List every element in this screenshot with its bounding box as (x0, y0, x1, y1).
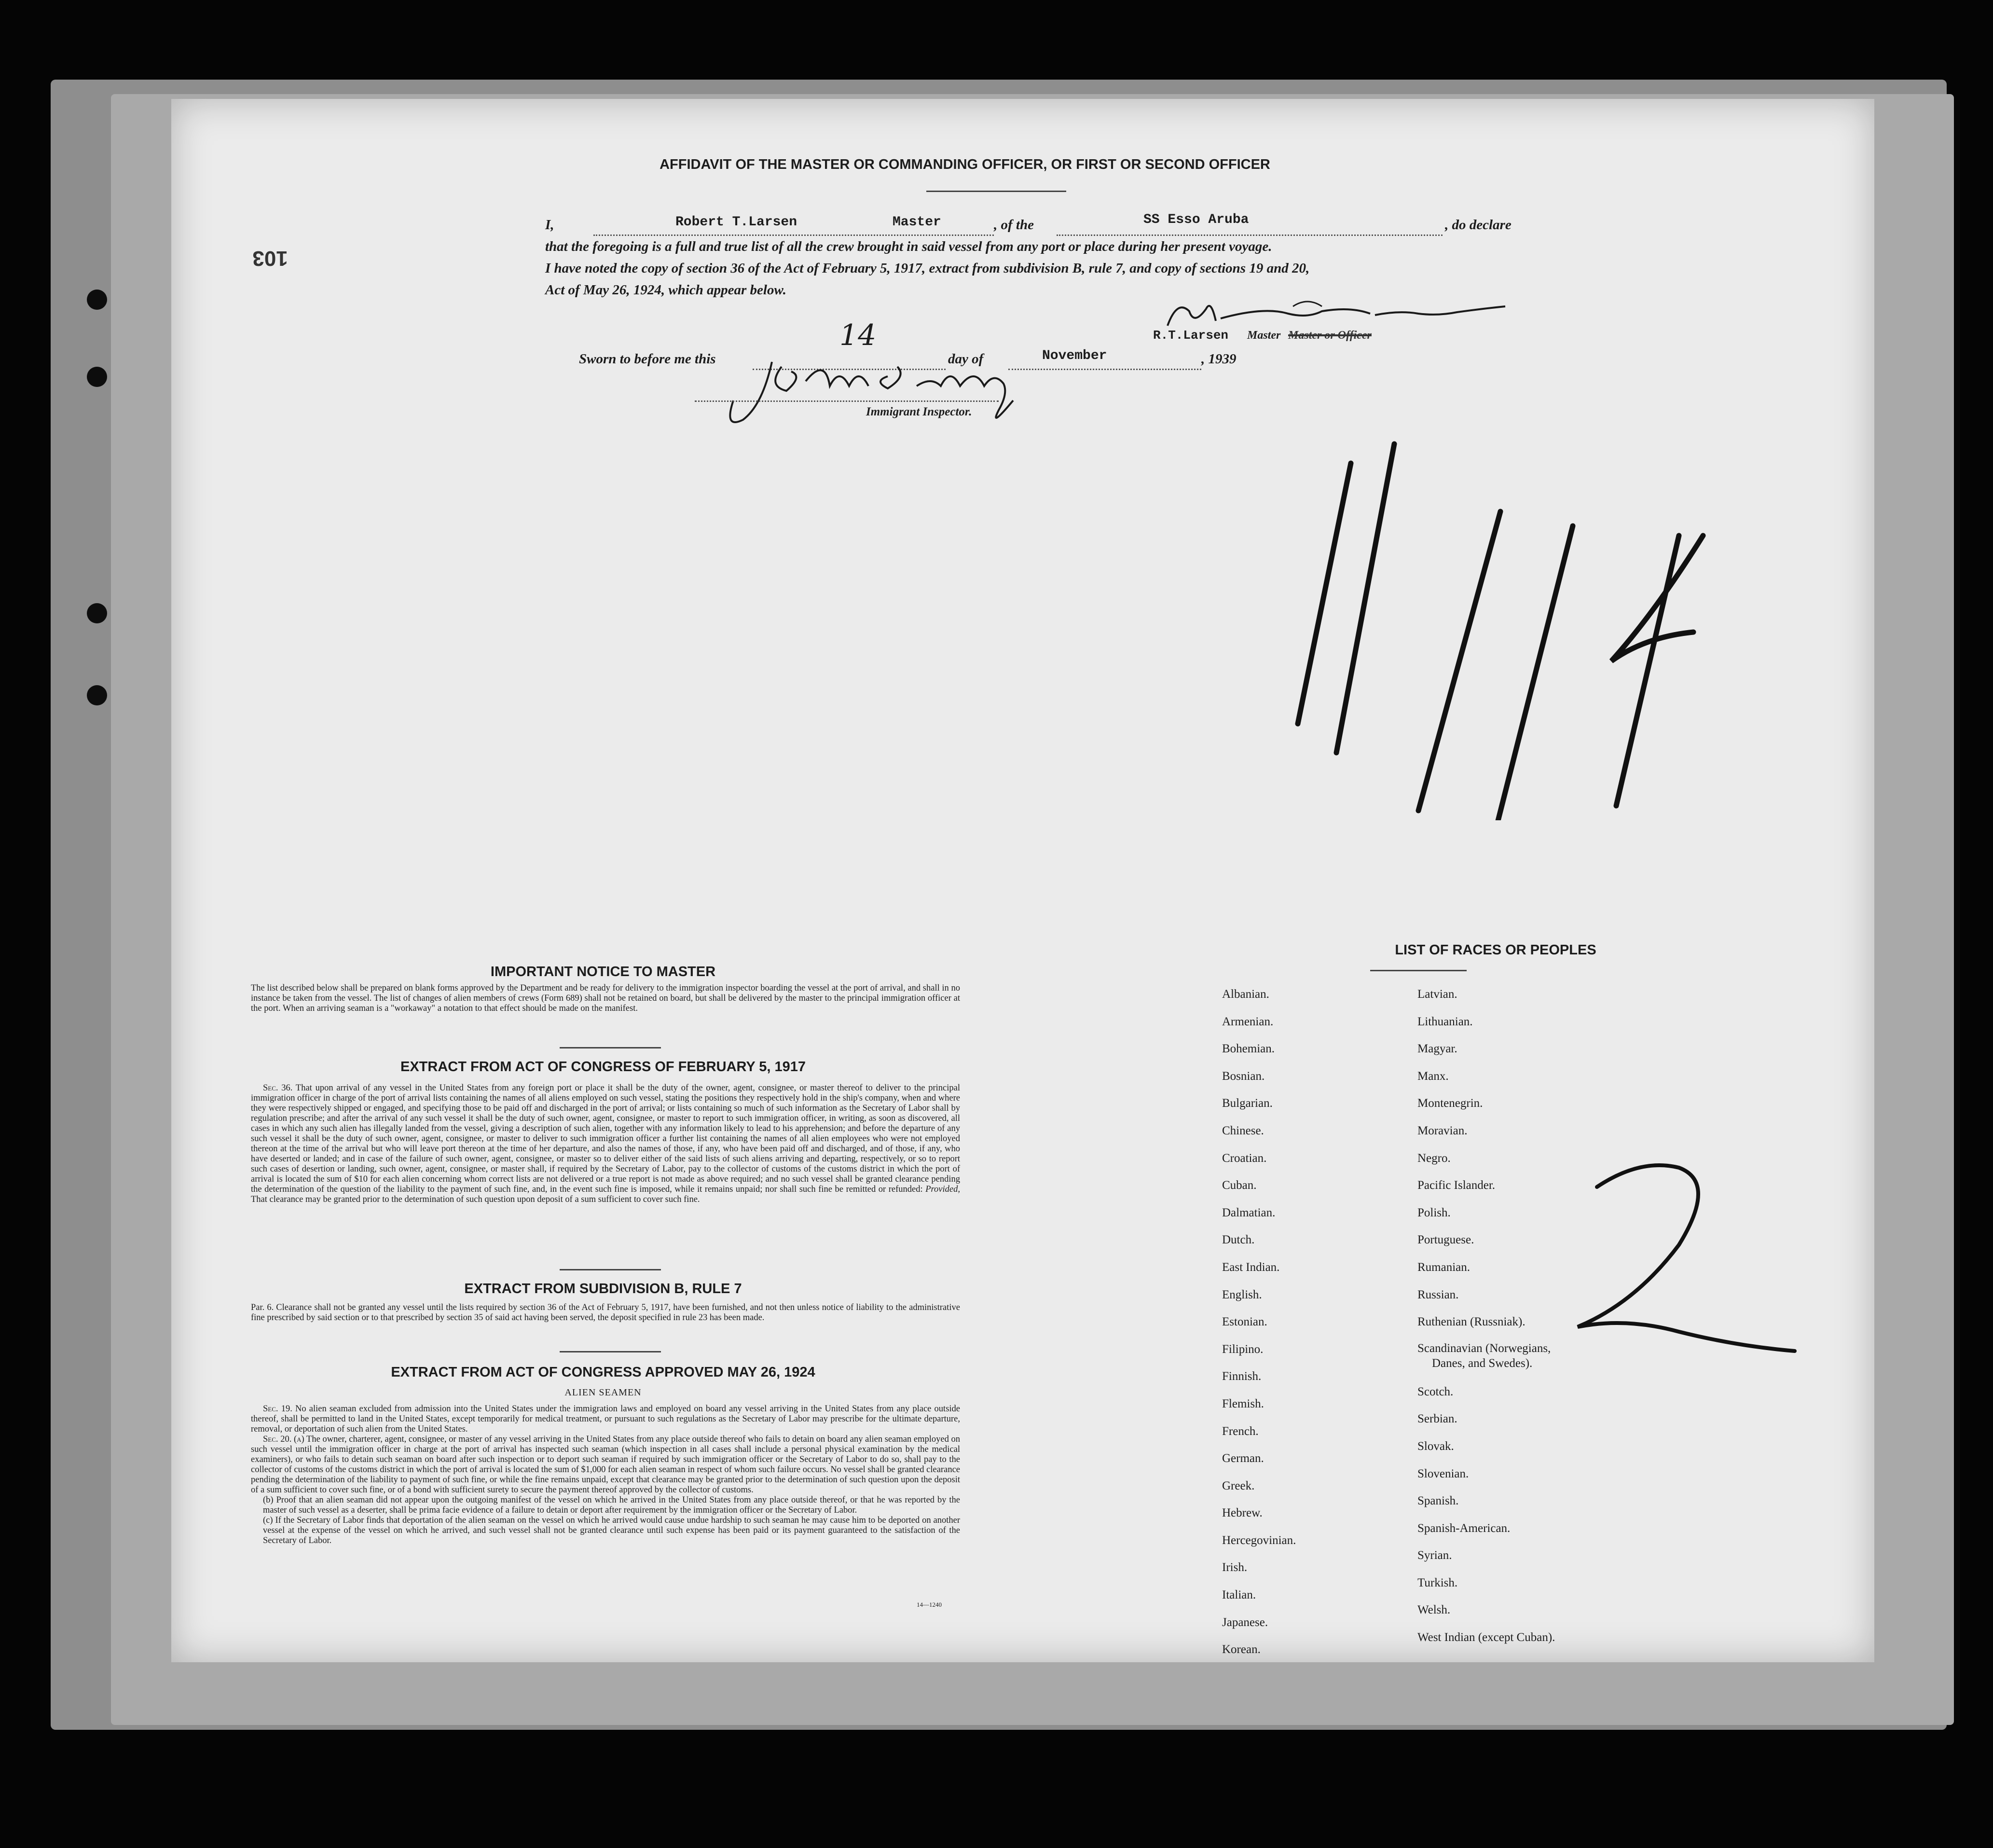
race-item: Montenegrin. (1417, 1097, 1483, 1110)
sec20-label: Sec. 20. (a) (263, 1434, 304, 1444)
race-item: Latvian. (1417, 988, 1457, 1001)
races-title: LIST OF RACES OR PEOPLES (1395, 942, 1596, 958)
form-code: 14—1240 (917, 1601, 942, 1608)
race-item: Croatian. (1222, 1151, 1267, 1165)
notice-title: IMPORTANT NOTICE TO MASTER (490, 964, 716, 979)
extract-rule7-body: Par. 6. Clearance shall not be granted any vessel until the lists required by section 36 of the Act of February 5, 1917, have been furnished, and not then unless notice of liability to the administrative fine prescribed by said section or to that prescribed by section 35 of said act having been served, the deposit specified in rule 23 has been made. (251, 1303, 960, 1323)
race-item: Russian. (1417, 1288, 1459, 1301)
race-item: Portuguese. (1417, 1233, 1474, 1247)
affidavit-line-2: that the foregoing is a full and true list of all the crew brought in said vessel from any port or place during her present voyage. (545, 239, 1272, 254)
race-item: Turkish. (1417, 1576, 1458, 1589)
race-item: Slovak. (1417, 1439, 1454, 1453)
extract-1917-text-end: That clearance may be granted prior to the determination of such question upon deposit of a sum sufficient to cover such fine. (251, 1195, 700, 1204)
race-item: Greek. (1222, 1479, 1255, 1492)
affidavit-title: AFFIDAVIT OF THE MASTER OR COMMANDING OFFICER, OR FIRST OR SECOND OFFICER (660, 157, 1270, 172)
race-item: Scotch. (1417, 1385, 1454, 1398)
race-item: Bulgarian. (1222, 1097, 1273, 1110)
handwritten-page-mark (1534, 1148, 1804, 1361)
divider (1370, 970, 1467, 971)
divider (560, 1351, 661, 1352)
race-item: Bosnian. (1222, 1069, 1265, 1083)
divider (560, 1047, 661, 1048)
signature-title: Master (1247, 329, 1281, 342)
race-item: Polish. (1417, 1206, 1451, 1219)
year-value: , 1939 (1201, 351, 1237, 367)
race-item: Filipino. (1222, 1342, 1264, 1356)
extract-1924-body (251, 1404, 960, 1546)
race-item: Hebrew. (1222, 1506, 1263, 1520)
extract-1924-title: EXTRACT FROM ACT OF CONGRESS APPROVED MAY 26, 1924 (391, 1365, 815, 1380)
race-item: Irish. (1222, 1561, 1248, 1574)
race-item: West Indian (except Cuban). (1417, 1631, 1555, 1644)
sec20a-text: The owner, charterer, agent, consignee, or master of any vessel arriving in the United States from any place outside thereof who fails to detain on board any alien seaman employed on such vessel until the immigration officer in charge at the port of arrival has inspected such seaman (which inspection in all cases shall include a personal physical examination by the medical examiners), or who fails to detain such seaman on board after such inspection or to deport such seaman if required by such immigration officer or the Secretary of Labor to do so, shall pay to the collector of customs of the customs district in which the port of arrival is located the sum of $1,000 for each alien seaman in respect of whom such failure occurs. No vessel shall be granted clearance pending the determination of the liability to payment of such fine, or while the fine remains unpaid, except that clearance may be granted prior to the determination of such question upon the deposit of a sum sufficient to cover such fine, or of a bond with sufficient surety to secure the payment thereof approved by the collector of customs. (251, 1434, 960, 1495)
affidavit-pronoun: I, (545, 217, 554, 233)
inspector-line (695, 400, 999, 402)
affidavit-line-4: Act of May 26, 1924, which appear below. (545, 282, 786, 298)
binder-hole (87, 290, 107, 310)
vessel-field-line (1057, 218, 1443, 236)
race-item: Rumanian. (1417, 1260, 1471, 1274)
extract-1917-body (251, 1083, 960, 1205)
race-item: Slovenian. (1417, 1467, 1469, 1480)
vessel-name: SS Esso Aruba (1143, 212, 1249, 227)
race-item: Italian. (1222, 1588, 1256, 1602)
extract-1917-provided: Provided, (925, 1185, 960, 1194)
binder-hole (87, 685, 107, 705)
race-item: German. (1222, 1452, 1264, 1465)
race-item: Albanian. (1222, 988, 1269, 1001)
race-item: Magyar. (1417, 1042, 1457, 1056)
divider (926, 191, 1066, 192)
race-item: East Indian. (1222, 1260, 1280, 1274)
race-item: Finnish. (1222, 1370, 1262, 1383)
binder-hole (87, 367, 107, 387)
race-item: Danes, and Swedes). (1432, 1356, 1533, 1370)
race-item: Ruthenian (Russniak). (1417, 1315, 1526, 1329)
race-item: English. (1222, 1288, 1262, 1301)
inspector-signature (714, 347, 1061, 444)
binder-hole (87, 603, 107, 623)
handwritten-date-mark (1278, 386, 1713, 820)
signature-title-struck: Master or Officer (1288, 329, 1372, 342)
declare-text: , do declare (1445, 217, 1512, 233)
race-item: Flemish. (1222, 1397, 1264, 1410)
typed-signature: R.T.Larsen (1153, 328, 1229, 343)
month-value: November (1042, 348, 1107, 363)
sec20b-text: (b) Proof that an alien seaman did not appear upon the outgoing manifest of the vessel on which he arrived in the United States from any place outside thereof, or that he was reported by the master of such vessel as a deserter, shall be prima facie evidence of a failure to detain or deport after requirement by the immigration officer or the Secretary of Labor. (263, 1495, 960, 1515)
race-item: Pacific Islander. (1417, 1179, 1496, 1192)
day-value-handwritten: 14 (839, 318, 877, 352)
extract-1917-text: That upon arrival of any vessel in the United States from any foreign port or place it shall be the duty of the owner, agent, consignee, or master thereof to deliver to the principal immigration officer in charge of the port of arrival lists containing the names of all aliens employed on such vessel, stating the positions they respectively hold in the ship's company, when and where they were respectively shipped or engaged, and specifying those to be paid off and discharged in the port of arrival; or lists containing so much of such information as the Secretary of Labor shall by regulation prescribe; and after the arrival of any such vessel it shall be the duty of such owner, agent, consignee, or master to report to such immigration officer, in writing, as soon as discovered, all cases in which any such alien has illegally landed from the vessel, giving a description of such alien, together with any information likely to lead to his apprehension; and before the departure of any such vessel it shall be the duty of such owner, agent, consignee, or master to deliver to such immigration officer a further list containing the names of all alien employees who were not employed thereon at the time of the arrival but who will leave port thereon at the time of her departure, and also the names of those, if any, who have been paid off and discharged, and of those, if any, who have deserted or landed; and in case of the failure of such owner, agent, consignee, or master so to deliver either of the said lists of such aliens arriving and departing, respectively, or so to report such cases of desertion or landing, such owner, agent, consignee, or master shall, if required by the Secretary of Labor, pay to the collector of customs of the customs district in which the port of arrival is located the sum of $10 for each alien concerning whom correct lists are not delivered or a true report is not made as above required; and no such vessel shall be granted clearance pending the determination of the question of the liability to the payment of such fine, and, in the event such fine is imposed, while it remains unpaid; nor shall such fine be remitted or refunded: (251, 1083, 961, 1194)
race-item: Dalmatian. (1222, 1206, 1276, 1219)
race-item: French. (1222, 1424, 1259, 1438)
race-item: Scandinavian (Norwegians, (1417, 1341, 1551, 1355)
sworn-text: Sworn to before me this (579, 351, 716, 367)
day-of-text: day of (948, 351, 984, 367)
extract-1917-title: EXTRACT FROM ACT OF CONGRESS OF FEBRUARY 5, 1917 (400, 1059, 806, 1075)
sec19-text: No alien seaman excluded from admission into the United States under the immigration laws and employed on board any vessel arriving in the United States from any place outside thereof, shall be permitted to land in the United States, except temporarily for medical treatment, or pursuant to such regulations as the Secretary of Labor may prescribe for the ultimate departure, removal, or deportation of such alien from the United States. (251, 1404, 960, 1434)
race-item: Japanese. (1222, 1615, 1268, 1629)
race-item: Estonian. (1222, 1315, 1267, 1329)
race-item: Spanish. (1417, 1494, 1459, 1508)
master-rank: Master (893, 215, 941, 230)
race-item: Syrian. (1417, 1549, 1452, 1562)
sec19-label: Sec. 19. (263, 1404, 292, 1414)
extract-rule7-title: EXTRACT FROM SUBDIVISION B, RULE 7 (464, 1281, 742, 1296)
notice-body: The list described below shall be prepared on blank forms approved by the Department and be ready for delivery to the immigration inspector boarding the vessel at the port of arrival, and shall in no instance be taken from the vessel. The list of changes of alien members of crews (Form 689) shall not be retained on board, but shall be delivered by the master to the principal immigration officer at the port. When an arriving seaman is a "workaway" a notation to that effect should be made on the manifest. (251, 983, 960, 1013)
extract-1917-sec-label: Sec. 36. (263, 1083, 293, 1093)
race-item: Negro. (1417, 1151, 1451, 1165)
race-item: Bohemian. (1222, 1042, 1275, 1056)
extract-1924-subtitle: ALIEN SEAMEN (564, 1387, 642, 1398)
master-name: Robert T.Larsen (675, 215, 797, 230)
race-item: Lithuanian. (1417, 1015, 1473, 1028)
divider (560, 1269, 661, 1270)
race-item: Korean. (1222, 1643, 1261, 1656)
races-left-column (1222, 981, 1296, 1664)
race-item: Cuban. (1222, 1179, 1257, 1192)
race-item: Manx. (1417, 1069, 1449, 1083)
sec20c-text: (c) If the Secretary of Labor finds that deportation of the alien seaman on the vessel on which he arrived would cause undue hardship to such seaman he may cause him to be deported on another vessel at the expense of the vessel on which he arrived, and such vessel shall not be granted clearance until such expense has been paid or its payment guaranteed to the satisfaction of the Secretary of Labor. (263, 1516, 960, 1545)
race-item: Welsh. (1417, 1603, 1451, 1617)
races-right-column (1417, 981, 1555, 1652)
race-item: Chinese. (1222, 1124, 1264, 1137)
page-number: 103 (252, 247, 288, 270)
race-item: Dutch. (1222, 1233, 1255, 1247)
of-the-text: , of the (994, 217, 1034, 233)
race-item: Hercegovinian. (1222, 1533, 1296, 1547)
race-item: Moravian. (1417, 1124, 1468, 1137)
affidavit-line-3: I have noted the copy of section 36 of the Act of February 5, 1917, extract from subdivision B, rule 7, and copy of sections 19 and 20, (545, 261, 1310, 276)
race-item: Armenian. (1222, 1015, 1274, 1028)
race-item: Spanish-American. (1417, 1521, 1511, 1535)
race-item: Serbian. (1417, 1412, 1457, 1426)
inspector-label: Immigrant Inspector. (866, 405, 972, 418)
